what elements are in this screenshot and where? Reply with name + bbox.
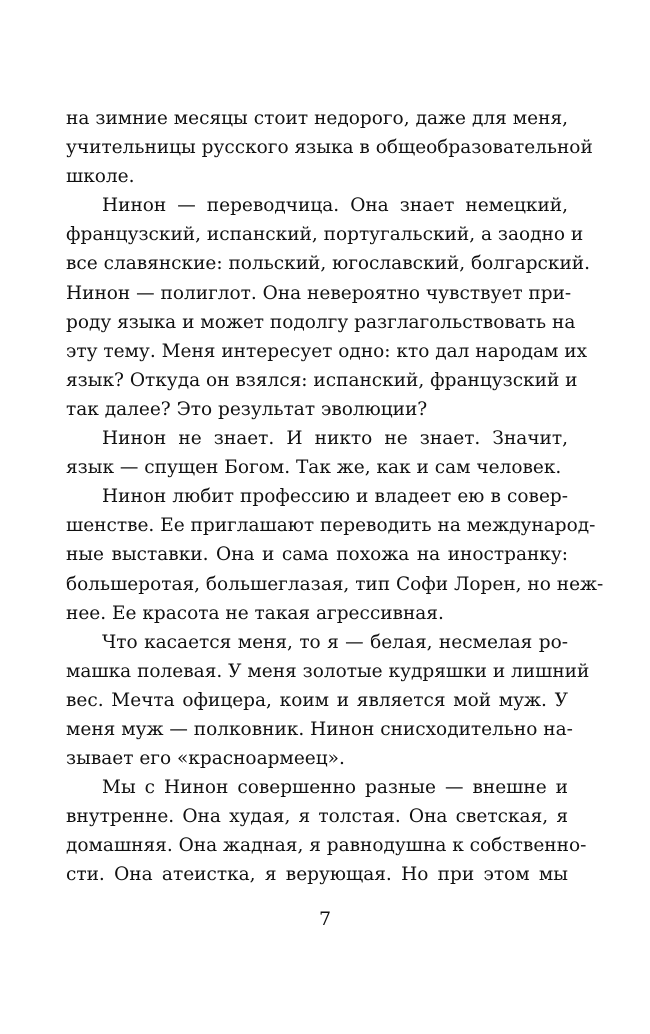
book-page-text — [66, 104, 604, 890]
text-line: французский, испанский, португальский, а заодно и — [66, 224, 584, 246]
text-line: Нинон — переводчица. Она знает немецкий, — [102, 195, 568, 217]
text-line: эту тему. Меня интересует одно: кто дал народам их — [66, 340, 588, 362]
text-line: нее. Ее красота не такая агрессивная. — [66, 602, 444, 624]
text-line: Нинон любит профессию и владеет ею в совер- — [102, 486, 568, 508]
text-line: язык — спущен Богом. Так же, как и сам человек. — [66, 457, 562, 479]
text-line: ные выставки. Она и сама похожа на иностранку: — [66, 544, 568, 566]
text-line: машка полевая. У меня золотые кудряшки и лишний — [66, 660, 590, 682]
text-line: школе. — [66, 166, 135, 188]
text-line: зывает его «красноармеец». — [66, 748, 345, 770]
text-line: меня муж — полковник. Нинон снисходительно на- — [66, 718, 573, 740]
text-line: Нинон — полиглот. Она невероятно чувствует при- — [66, 282, 572, 304]
text-line: Нинон не знает. И никто не знает. Значит, — [102, 428, 568, 450]
text-line: домашняя. Она жадная, я равнодушна к собственно- — [66, 835, 587, 857]
text-line: так далее? Это результат эволюции? — [66, 398, 428, 420]
text-line: Что касается меня, то я — белая, несмелая ро- — [102, 631, 568, 653]
text-line: шенстве. Ее приглашают переводить на международ- — [66, 515, 596, 537]
text-line: язык? Откуда он взялся: испанский, французский и — [66, 369, 578, 391]
page-number: 7 — [318, 908, 332, 930]
text-line: на зимние месяцы стоит недорого, даже для меня, — [66, 108, 568, 129]
text-line: роду языка и может подолгу разглагольствовать на — [66, 311, 576, 333]
text-line: большеротая, большеглазая, тип Софи Лорен, но неж- — [66, 573, 604, 595]
text-line: вес. Мечта офицера, коим и является мой муж. У — [66, 689, 568, 711]
text-line: внутренне. Она худая, я толстая. Она светская, я — [66, 806, 568, 828]
text-line: учительницы русского языка в общеобразовательной — [66, 137, 593, 159]
text-line: все славянские: польский, югославский, болгарский. — [66, 253, 591, 275]
text-line: Мы с Нинон совершенно разные — внешне и — [102, 777, 568, 799]
text-line: сти. Она атеистка, я верующая. Но при этом мы — [66, 864, 568, 886]
